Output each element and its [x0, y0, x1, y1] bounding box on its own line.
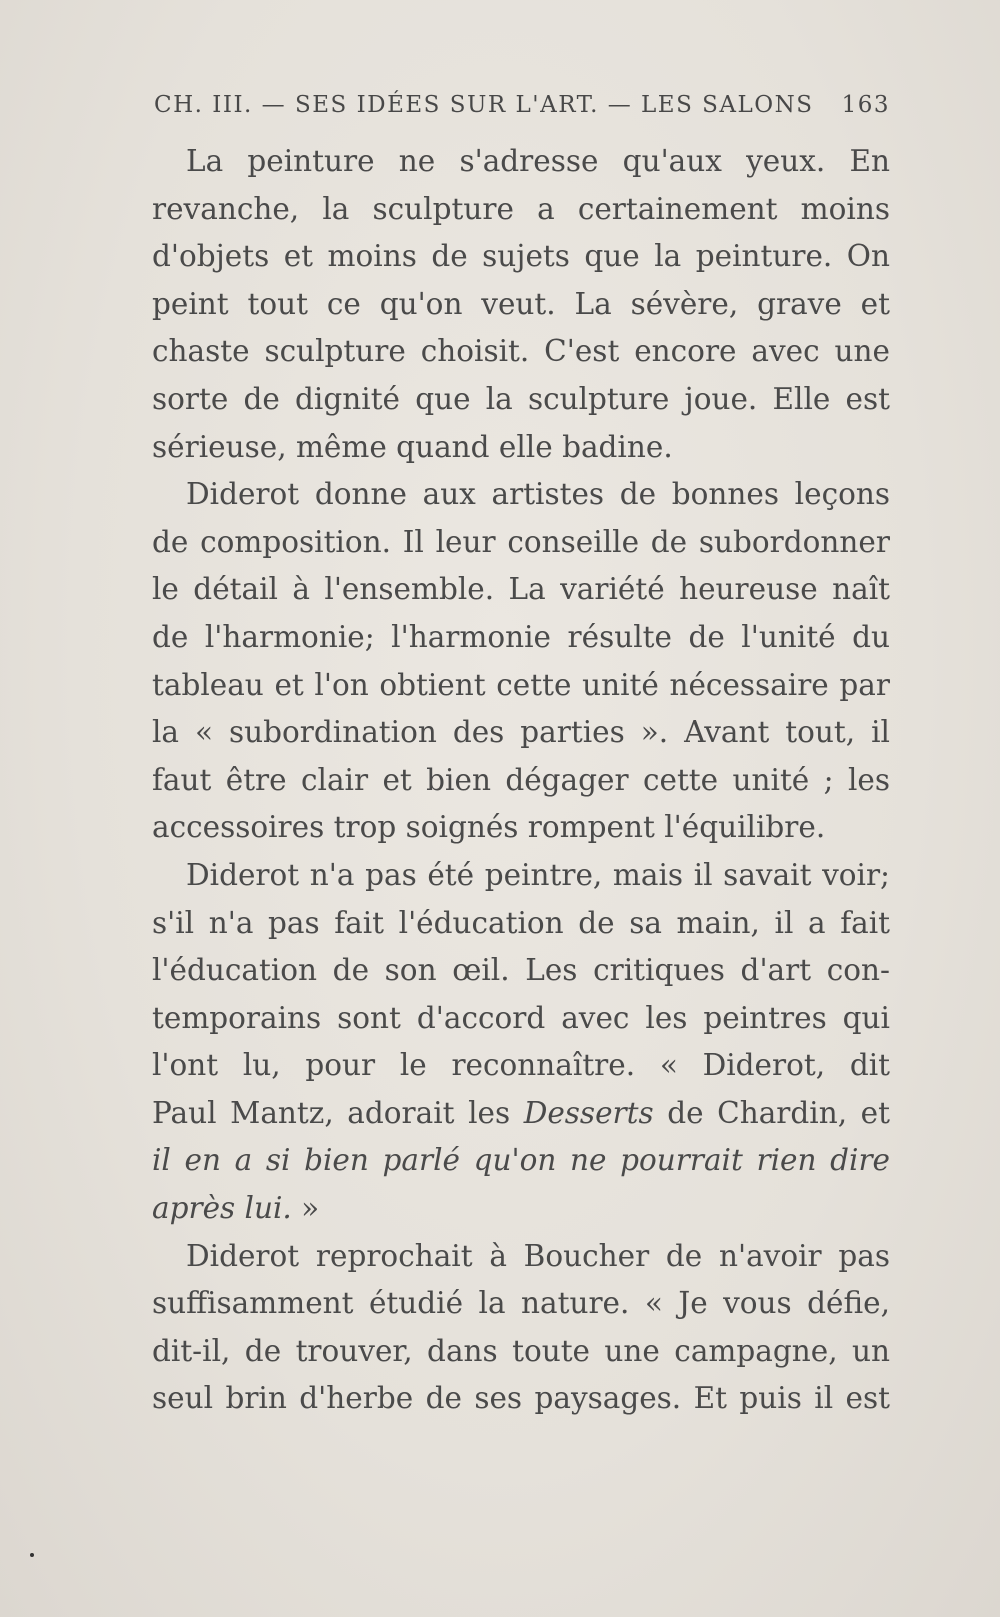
- text-line: [152, 376, 890, 424]
- text-line: [152, 471, 890, 519]
- text-segment: dit-il, de trouver, dans toute une campagne, un: [152, 1333, 890, 1368]
- text-segment: tableau et l'on obtient cette unité nécessaire par: [152, 667, 890, 702]
- text-line: [152, 709, 890, 757]
- text-segment: la « subordination des parties ». Avant tout, il: [152, 715, 890, 750]
- text-line: [152, 1280, 890, 1328]
- text-segment: La peinture ne s'adresse qu'aux yeux. En: [186, 144, 890, 178]
- text-segment: d'objets et moins de sujets que la peinture. On: [152, 239, 890, 274]
- text-segment: temporains sont d'accord avec les peintres qui: [152, 1000, 890, 1035]
- text-line: [152, 519, 890, 567]
- text-segment: de composition. Il leur conseille de subordonner: [152, 524, 890, 559]
- running-head: [154, 86, 890, 126]
- text-line: [152, 1042, 890, 1090]
- page-number: 163: [841, 92, 890, 118]
- text-segment: Diderot n'a pas été peintre, mais il savait voir;: [186, 857, 890, 892]
- text-line: [152, 328, 890, 376]
- text-line: [152, 614, 890, 662]
- text-line: [152, 186, 890, 234]
- text-line: [152, 947, 890, 995]
- italic-text: Desserts: [523, 1095, 654, 1130]
- text-line: [152, 281, 890, 329]
- text-segment: l'éducation de son œil. Les critiques d'art con-: [152, 953, 890, 988]
- text-segment: de Chardin, et: [653, 1095, 890, 1130]
- text-line: [152, 1090, 890, 1138]
- text-line: [152, 424, 890, 472]
- text-segment: faut être clair et bien dégager cette unité ; les: [152, 762, 890, 797]
- text-line: [152, 757, 890, 805]
- text-segment: s'il n'a pas fait l'éducation de sa main, il a fait: [152, 905, 890, 940]
- text-segment: de l'harmonie; l'harmonie résulte de l'unité du: [152, 619, 890, 654]
- text-segment: »: [291, 1191, 320, 1226]
- text-segment: Diderot reprochait à Boucher de n'avoir pas: [186, 1238, 890, 1273]
- text-segment: Paul Mantz, adorait les: [152, 1095, 524, 1130]
- text-segment: peint tout ce qu'on veut. La sévère, grave et: [152, 286, 890, 321]
- text-line: [152, 995, 890, 1043]
- text-segment: seul brin d'herbe de ses paysages. Et puis il est: [152, 1381, 890, 1416]
- text-line: [152, 233, 890, 281]
- text-line: [152, 1328, 890, 1376]
- text-segment: l'ont lu, pour le reconnaître. « Diderot, dit: [152, 1048, 890, 1083]
- text-line: [152, 1375, 890, 1423]
- text-line: [152, 900, 890, 948]
- italic-text: il en a si bien parlé qu'on ne pourrait rien dire: [152, 1143, 890, 1178]
- paper-speck: [30, 1553, 34, 1557]
- text-segment: revanche, la sculpture a certainement moins: [152, 191, 890, 226]
- text-segment: sérieuse, même quand elle badine.: [152, 429, 673, 464]
- text-line: [152, 852, 890, 900]
- text-segment: accessoires trop soignés rompent l'équilibre.: [152, 810, 826, 845]
- text-segment: chaste sculpture choisit. C'est encore avec une: [152, 334, 890, 369]
- text-line: [152, 662, 890, 710]
- text-line: [152, 138, 890, 186]
- italic-text: après lui.: [152, 1191, 292, 1226]
- chapter-heading: CH. III. — SES IDÉES SUR L'ART. — LES SALONS: [154, 92, 814, 118]
- body-text: [152, 138, 890, 1423]
- text-segment: le détail à l'ensemble. La variété heureuse naît: [152, 572, 890, 607]
- text-segment: Diderot donne aux artistes de bonnes leçons: [186, 477, 890, 512]
- text-line: [152, 804, 890, 852]
- text-segment: suffisamment étudié la nature. « Je vous défie,: [152, 1286, 890, 1321]
- text-line: [152, 1233, 890, 1281]
- text-line: [152, 566, 890, 614]
- text-line: [152, 1137, 890, 1185]
- text-line: [152, 1185, 890, 1233]
- text-segment: sorte de dignité que la sculpture joue. Elle est: [152, 381, 890, 416]
